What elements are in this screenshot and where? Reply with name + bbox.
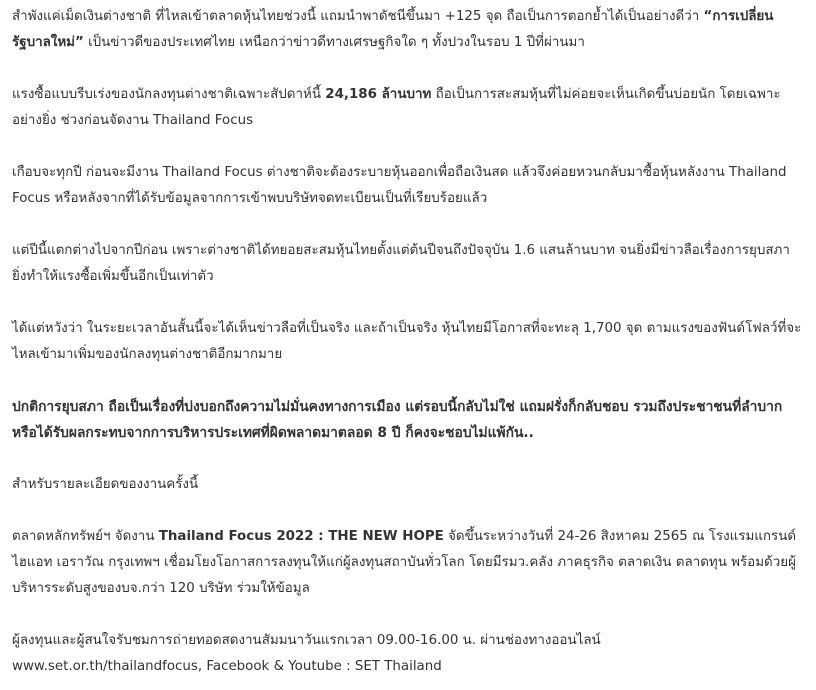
broadcast-info: ผู้ลงทุนและผู้สนใจรับชมการถ่ายทอดสดงานสัมมนาวันแรกเวลา 09.00-16.00 น. ผ่านช่องทางออนไลน์ bbox=[12, 633, 601, 648]
highlight-new-government: “การเปลี่ยนรัฐบาลใหม่” bbox=[12, 9, 774, 50]
paragraph-foreign-inflow bbox=[12, 4, 804, 56]
paragraph-details-intro: สำหรับรายละเอียดของงานครั้งนี้ bbox=[12, 477, 199, 492]
paragraph-text: แรงซื้อแบบรีบเร่งของนักลงทุนต่างชาติเฉพาะสัปดาห์นี้ bbox=[12, 87, 326, 102]
broadcast-channels: www.set.or.th/thailandfocus, Facebook & Youtube : SET Thailand bbox=[12, 659, 442, 674]
event-title: Thailand Focus 2022 : THE NEW HOPE bbox=[158, 529, 444, 544]
paragraph-yearly-pattern: เกือบจะทุกปี ก่อนจะมีงาน Thailand Focus ต่างชาติจะต้องระบายหุ้นออกเพื่อถือเงินสด แล้วจึงค่อยหวนกลับมาซื้อหุ้นหลังงาน Thailand Focus หรือหลังจากที่ได้รับข้อมูลจากการเข้าพบบริษัทจดทะเบียนเป็นที่เรียบร้อยแล้ว bbox=[12, 165, 787, 206]
paragraph-text: จัดขึ้นระหว่างวันที่ 24-26 สิงหาคม 2565 ณ โรงแรมแกรนด์ ไฮแอท เอราวัณ กรุงเทพฯ เชื่อมโยงโอกาสการลงทุนให้แก่ผู้ลงทุนสถาบันทั่วโลก โดยมีรมว.คลัง ภาคธุรกิจ ตลาดเงิน ตลาดทุน พร้อมด้วยผู้บริหารระดับสูงของบจ.กว่า 120 บริษัท ร่วมให้ข้อมูล bbox=[12, 529, 797, 596]
paragraph-outlook: ได้แต่หวังว่า ในระยะเวลาอันสั้นนี้จะได้เห็นข่าวลือที่เป็นจริง และถ้าเป็นจริง หุ้นไทยมีโอกาสที่จะทะลุ 1,700 จุด ตามแรงของฟันด์โฟลว์ที่จะไหลเข้ามาเพิ่มของนักลงทุนต่างชาติอีกมากมาย bbox=[12, 321, 802, 362]
paragraph-broadcast bbox=[12, 628, 804, 680]
paragraph-text: เป็นข่าวดีของประเทศไทย เหนือกว่าข่าวดีทางเศรษฐกิจใด ๆ ทั้งปวงในรอบ 1 ปีที่ผ่านมา bbox=[83, 35, 585, 50]
paragraph-weekly-buying bbox=[12, 82, 804, 134]
paragraph-event-info bbox=[12, 524, 804, 602]
paragraph-text: ถือเป็นการสะสมหุ้นที่ไม่ค่อยจะเห็นเกิดขึ้นบ่อยนัก โดยเฉพาะอย่างยิ่ง ช่วงก่อนจัดงาน Thailand Focus bbox=[12, 87, 781, 128]
paragraph-dissolution: ปกติการยุบสภา ถือเป็นเรื่องที่บ่งบอกถึงความไม่มั่นคงทางการเมือง แต่รอบนี้กลับไม่ใช่ แถมฝรั่งก็กลับชอบ รวมถึงประชาชนที่ลำบาก หรือได้รับผลกระทบจากการบริหารประเทศที่ผิดพลาดมาตลอด 8 ปี ก็คงจะชอบไม่แพ้กัน.. bbox=[12, 399, 783, 441]
highlight-amount: 24,186 ล้านบาท bbox=[325, 87, 432, 102]
paragraph-text: สำพังแค่เม็ดเงินต่างชาติ ที่ไหลเข้าตลาดหุ้นไทยช่วงนี้ แถมนำพาดัชนีขึ้นมา +125 จุด ถือเป็นการตอกย้ำได้เป็นอย่างดีว่า bbox=[12, 9, 704, 24]
paragraph-this-year: แต่ปีนี้แตกต่างไปจากปีก่อน เพราะต่างชาติได้ทยอยสะสมหุ้นไทยตั้งแต่ต้นปีจนถึงปัจจุบัน 1.6 แสนล้านบาท จนยิ่งมีข่าวลือเรื่องการยุบสภา ยิ่งทำให้แรงซื้อเพิ่มขึ้นอีกเป็นเท่าตัว bbox=[12, 243, 790, 284]
paragraph-text: ตลาดหลักทรัพย์ฯ จัดงาน bbox=[12, 529, 159, 544]
